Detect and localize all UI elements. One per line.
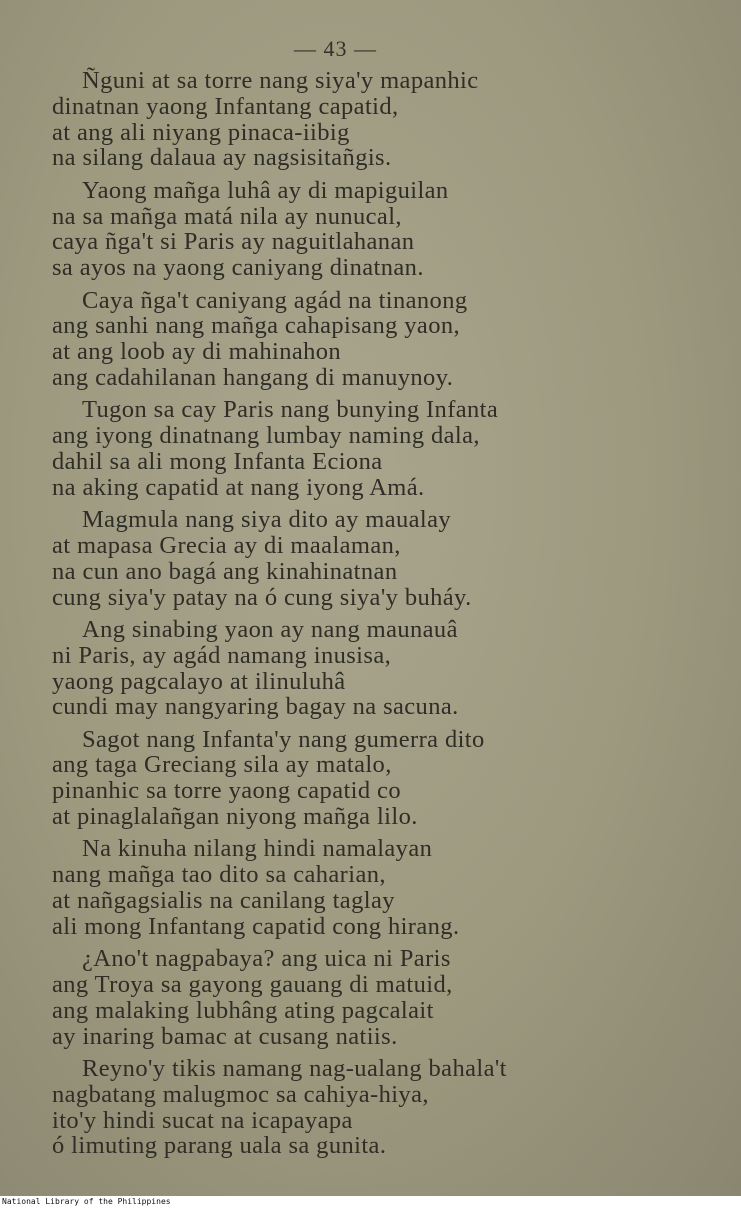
verse-line: pinanhic sa torre yaong capatid co [52,777,401,805]
footer-credit: National Library of the Philippines [0,1196,741,1208]
verse-line: at pinaglalañgan niyong mañga lilo. [52,803,418,831]
verse-line: yaong pagcalayo at ilinuluhâ [52,667,346,695]
poem-body [52,68,652,1166]
verse-line: Yaong mañga luhâ ay di mapiguilan [82,176,449,204]
verse-line: ang Troya sa gayong gauang di matuid, [52,971,453,999]
stanza [52,727,652,830]
verse-line: Ñguni at sa torre nang siya'y mapanhic [82,67,479,94]
verse-line: at ang loob ay di mahinahon [52,338,342,366]
verse-line: ito'y hindi sucat na icapayapa [52,1106,353,1134]
verse-line: nang mañga tao dito sa caharian, [52,861,386,889]
verse-line: sa ayos na yaong caniyang dinatnan. [52,254,424,282]
verse-line: at mapasa Grecia ay di maalaman, [52,531,401,559]
stanza [52,836,652,939]
verse-line: ó limuting parang uala sa gunita. [52,1132,387,1160]
verse-line: ang sanhi nang mañga cahapisang yaon, [52,312,461,340]
verse-line: at ang ali niyang pinaca-iibig [52,118,350,146]
verse-line: na sa mañga matá nila ay nunucal, [52,202,402,230]
stanza [52,507,652,610]
stanza [52,617,652,720]
verse-line: Magmula nang siya dito ay maualay [82,506,452,534]
verse-line: ni Paris, ay agád namang inusisa, [52,641,392,669]
verse-line: ang taga Greciang sila ay matalo, [52,751,392,779]
verse-line: dinatnan yaong Infantang capatid, [52,92,399,120]
verse-line: Reyno'y tikis namang nag-ualang bahala't [82,1055,507,1083]
verse-line: Caya ñga't caniyang agád na tinanong [82,286,468,314]
verse-line: ay inaring bamac at cusang natiis. [52,1022,398,1050]
verse-line: dahil sa ali mong Infanta Eciona [52,447,383,475]
verse-line: cung siya'y patay na ó cung siya'y buháy. [52,583,472,611]
stanza [52,68,652,171]
verse-line: nagbatang malugmoc sa cahiya-hiya, [52,1080,429,1108]
verse-line: ¿Ano't nagpabaya? ang uica ni Paris [82,945,451,973]
verse-line: ali mong Infantang capatid cong hirang. [52,912,460,940]
verse-line: Na kinuha nilang hindi namalayan [82,835,433,863]
verse-line: ang iyong dinatnang lumbay naming dala, [52,422,480,450]
verse-line: caya ñga't si Paris ay naguitlahanan [52,228,415,256]
stanza [52,1056,652,1159]
verse-line: na aking capatid at nang iyong Amá. [52,473,425,501]
verse-line: Tugon sa cay Paris nang bunying Infanta [82,396,499,424]
stanza [52,397,652,500]
verse-line: na silang dalaua ay nagsisitañgis. [52,144,392,172]
verse-line: Sagot nang Infanta'y nang gumerra dito [82,725,485,753]
verse-line: Ang sinabing yaon ay nang maunauâ [82,615,458,643]
stanza [52,178,652,281]
verse-line: at nañgagsialis na canilang taglay [52,887,395,915]
verse-line: cundi may nangyaring bagay na sacuna. [52,693,459,721]
stanza [52,946,652,1049]
verse-line: ang malaking lubhâng ating pagcalait [52,996,434,1024]
verse-line: na cun ano bagá ang kinahinatnan [52,557,398,585]
stanza [52,288,652,391]
verse-line: ang cadahilanan hangang di manuynoy. [52,363,454,391]
page-number: — 43 — [294,36,377,61]
